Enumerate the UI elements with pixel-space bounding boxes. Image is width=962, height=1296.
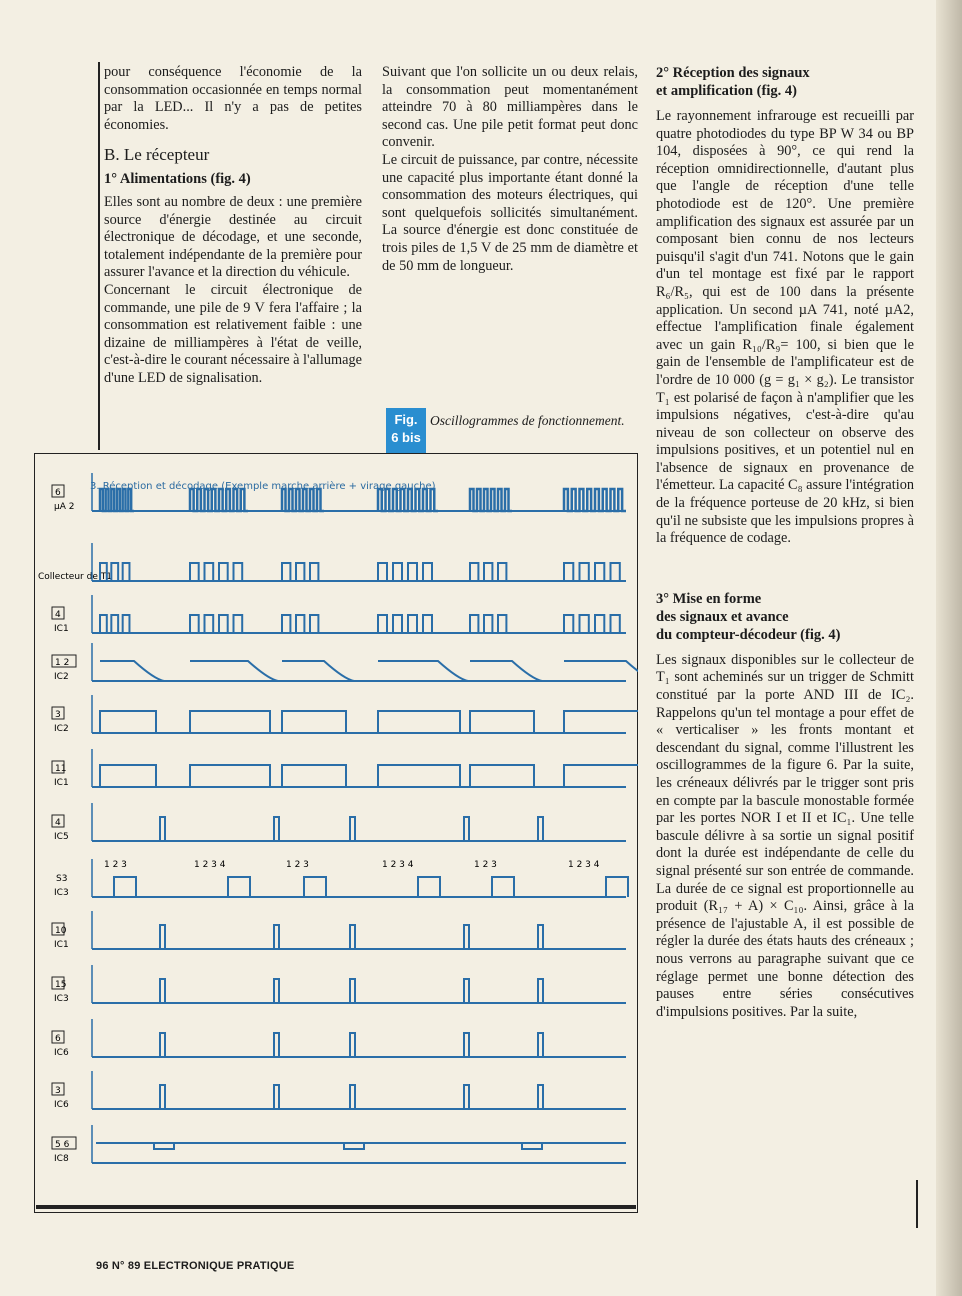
count-label: 1 2 3 bbox=[104, 860, 127, 870]
svg-text:IC5: IC5 bbox=[54, 832, 69, 842]
svg-text:IC3: IC3 bbox=[54, 888, 69, 898]
subheading-line: du compteur-décodeur (fig. 4) bbox=[656, 626, 841, 643]
svg-text:6: 6 bbox=[55, 1034, 61, 1044]
paragraph: pour conséquence l'économie de la consommation occasionnée en temps normal par la LED... Il n'y a pas de petites économies. bbox=[104, 64, 362, 133]
svg-text:Collecteur de T1: Collecteur de T1 bbox=[38, 572, 112, 582]
svg-text:4: 4 bbox=[55, 818, 61, 828]
svg-text:IC1: IC1 bbox=[54, 624, 69, 634]
svg-text:IC2: IC2 bbox=[54, 724, 69, 734]
count-label: 1 2 3 4 bbox=[194, 860, 226, 870]
diagram-title: 3. Réception et décodage (Exemple marche arrière + virage gauche) bbox=[90, 481, 436, 492]
svg-text:15: 15 bbox=[55, 980, 67, 990]
subheading-mise-en-forme bbox=[656, 590, 914, 644]
subheading-reception bbox=[656, 64, 914, 100]
svg-text:6: 6 bbox=[55, 488, 61, 498]
count-label: 1 2 3 4 bbox=[568, 860, 600, 870]
paragraph: Le circuit de puissance, par contre, nécessite une capacité plus importante étant donné la consommation des moteurs électriques, qui sont quelquefois sollicités simultanément. La source d'énergie est donc constituée de trois piles de 1,5 V de 25 mm de diamètre et de 50 mm de longueur. bbox=[382, 151, 638, 274]
diagram-frame bbox=[34, 453, 638, 1213]
svg-text:3: 3 bbox=[55, 710, 61, 720]
count-label: 1 2 3 bbox=[474, 860, 497, 870]
svg-text:IC3: IC3 bbox=[54, 994, 69, 1004]
page-edge-shadow bbox=[936, 0, 962, 1296]
oscillogram-svg bbox=[34, 453, 638, 1213]
carrier-burst bbox=[100, 489, 134, 511]
svg-text:IC1: IC1 bbox=[54, 778, 69, 788]
figure-label-line2: 6 bis bbox=[391, 430, 421, 445]
svg-text:S3: S3 bbox=[56, 874, 68, 884]
svg-text:11: 11 bbox=[55, 764, 67, 774]
count-label: 1 2 3 bbox=[286, 860, 309, 870]
svg-text:3: 3 bbox=[55, 1086, 61, 1096]
subheading-line: 3° Mise en forme bbox=[656, 590, 762, 607]
subheading-alimentations: 1° Alimentations (fig. 4) bbox=[104, 170, 251, 187]
paragraph: Elles sont au nombre de deux : une première source d'énergie destinée au circuit électronique de décodage, et une seconde, totalement indépendante de la première pour assurer l'avance et la direction du véhicule. bbox=[104, 193, 362, 281]
subheading-line: des signaux et avance bbox=[656, 608, 789, 625]
svg-text:IC1: IC1 bbox=[54, 940, 69, 950]
subheading-line: et amplification (fig. 4) bbox=[656, 83, 797, 99]
section-heading: B. Le récepteur bbox=[104, 145, 210, 165]
svg-text:IC8: IC8 bbox=[54, 1154, 69, 1164]
svg-text:IC2: IC2 bbox=[54, 672, 69, 682]
figure-label-line1: Fig. bbox=[394, 412, 418, 427]
oscillogram-diagram bbox=[34, 453, 638, 1213]
svg-text:4: 4 bbox=[55, 610, 61, 620]
paragraph: Les signaux disponibles sur le collecteur de T₁ sont acheminés sur un trigger de Schmitt constitué par la porte AND III de IC₂. Rappelons qu'un tel montage a pour effet de « verticaliser » les fronts montant et descendant du signal, comme l'illustrent les oscillogrammes de la figure 6. Par la suite, les créneaux délivrés par le trigger sont pris en compte par la bascule monostable formée par les portes NOR I et II et IC₁. Une telle bascule délivre à sa sortie un signal positif dont la durée est indépendante de celle du signal présenté sur son entrée de commande. La durée de ce signal est proportionnelle au produit (R₁₇ + A) × C₁₀. Ainsi, grâce à la présence de l'ajustable A, il est possible de régler la durée des états hauts des créneaux ; nous verrons au paragraphe suivant que ce réglage permet une bonne détection des pauses entre séries consécutives d'impulsions positives. Par la suite, bbox=[656, 651, 914, 1020]
column-3 bbox=[656, 64, 914, 1021]
figure-caption: Oscillogrammes de fonctionnement. bbox=[430, 413, 625, 428]
svg-text:1 2: 1 2 bbox=[55, 658, 70, 668]
column-2 bbox=[382, 64, 638, 275]
paragraph: Concernant le circuit électronique de commande, une pile de 9 V fera l'affaire ; la consommation est relativement faible : une dizaine de milliampères à l'état de veille, c'est-à-dire le courant nécessaire à l'allumage d'une LED de signalisation. bbox=[104, 281, 362, 386]
carrier-burst bbox=[282, 489, 324, 511]
paragraph: Le rayonnement infrarouge est recueilli par quatre photodiodes du type BP W 34 ou BP 104, disposées à 90°, ce qui rend la réception omnidirectionnelle, d'autant plus que l'angle de réception d'une telle photodiode est de 120°. Une première amplification des signaux est assurée par un composant bien connu de nos lecteurs puisqu'il s'agit d'un 741. Notons que le gain d'un tel montage est fixé par le rapport R₆/R₅, qui est de 100 dans la présente application. Un second µA 741, noté µA2, effectue l'amplification finale également avec un gain R₁₀/R₉= 100, si bien que le gain de l'ensemble de l'amplificateur est de l'ordre de 10 000 (g = g₁ × g₂). Le transistor T₁ est polarisé de façon à n'amplifier que les impulsions négatives, c'est-à-dire qu'au niveau de son collecteur on observe des impulsions positives, et un potentiel nul en l'absence de signaux en provenance de l'émetteur. La capacité C₈ assure l'intégration de la fréquence porteuse de 20 kHz, si bien qu'il ne subsiste que les impulsions propres à la fréquence de codage. bbox=[656, 108, 914, 547]
svg-text:IC6: IC6 bbox=[54, 1100, 69, 1110]
paragraph: Suivant que l'on sollicite un ou deux relais, la consommation peut momentanément atteindre 70 à 80 milliampères dans le second cas. Une pile petit format peut donc convenir. bbox=[382, 64, 638, 151]
column-rule bbox=[916, 1180, 918, 1228]
subheading-line: 2° Réception des signaux bbox=[656, 65, 810, 81]
carrier-burst bbox=[470, 489, 512, 511]
svg-text:µA 2: µA 2 bbox=[54, 502, 75, 512]
page-footer: 96 N° 89 ELECTRONIQUE PRATIQUE bbox=[96, 1260, 295, 1272]
svg-text:IC6: IC6 bbox=[54, 1048, 69, 1058]
column-1 bbox=[104, 64, 362, 388]
svg-text:10: 10 bbox=[55, 926, 67, 936]
svg-text:5 6: 5 6 bbox=[55, 1140, 70, 1150]
column-rule bbox=[98, 62, 100, 450]
figure-label bbox=[386, 408, 426, 453]
count-label: 1 2 3 4 bbox=[382, 860, 414, 870]
